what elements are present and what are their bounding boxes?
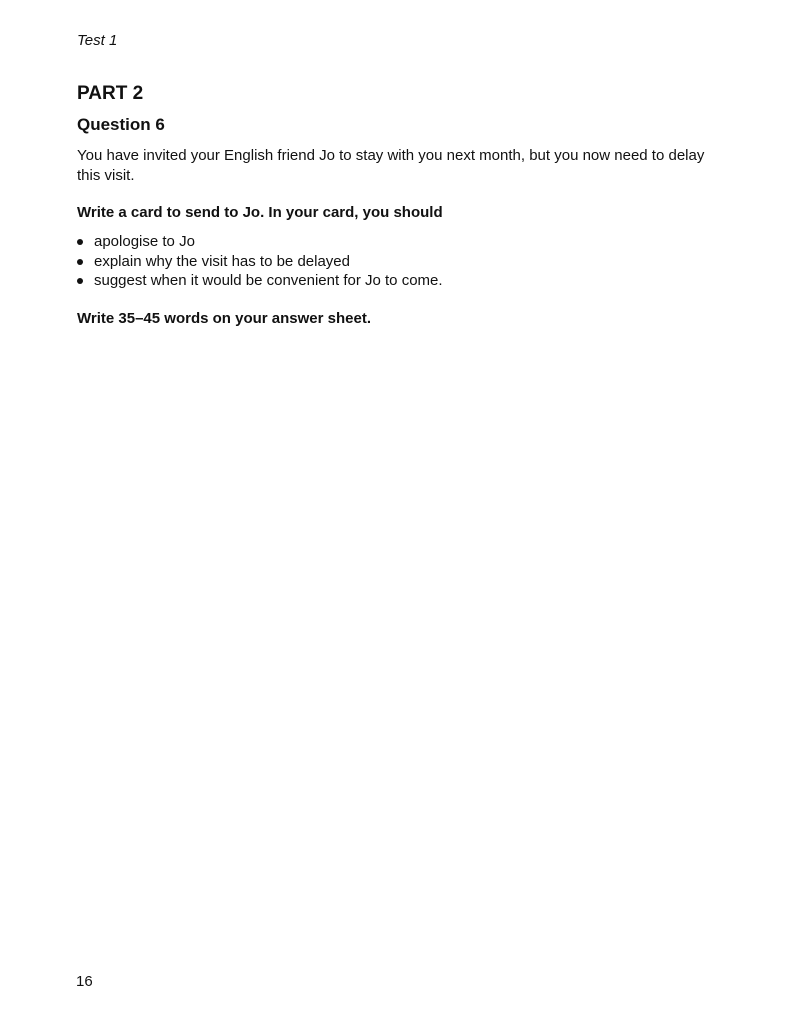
test-label: Test 1: [77, 32, 118, 49]
question-prompt: You have invited your English friend Jo to stay with you next month, but you now need to delay this visit.: [77, 147, 705, 184]
task-bullet-item: [77, 252, 443, 272]
word-count-instruction: Write 35–45 words on your answer sheet.: [77, 310, 371, 327]
bullet-icon: [77, 278, 83, 284]
bullet-icon: [77, 259, 83, 265]
bullet-icon: [77, 239, 83, 245]
task-instruction: Write a card to send to Jo. In your card, you should: [77, 204, 443, 221]
task-bullet-text: explain why the visit has to be delayed: [94, 252, 350, 270]
task-bullet-text: suggest when it would be convenient for Jo to come.: [94, 272, 443, 289]
task-bullet-list: [77, 232, 443, 291]
page-number: 16: [76, 973, 93, 990]
question-title: Question 6: [77, 115, 165, 134]
task-bullet-item: [77, 232, 443, 252]
task-bullet-item: [77, 271, 443, 291]
part-title: PART 2: [77, 83, 144, 104]
task-bullet-text: apologise to Jo: [94, 233, 195, 250]
